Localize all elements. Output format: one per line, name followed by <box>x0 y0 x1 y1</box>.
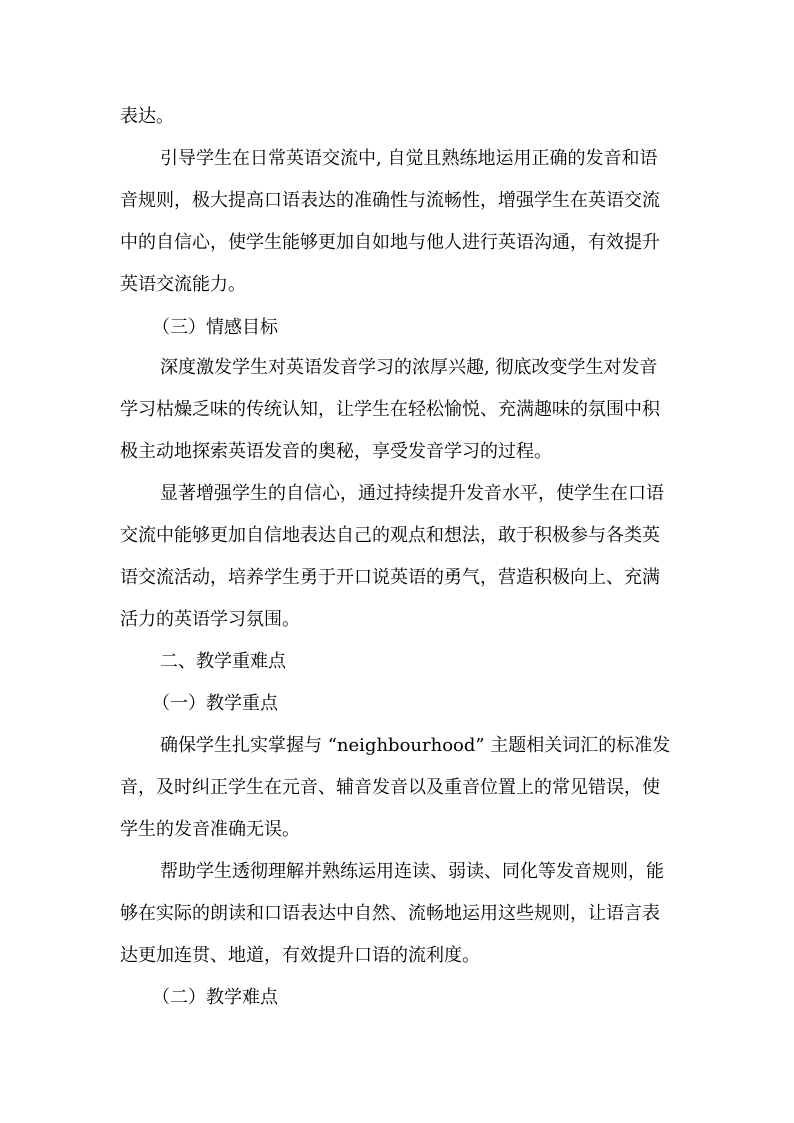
text-line: 极主动地探索英语发音的奥秘，享受发音学习的过程。 <box>120 441 552 462</box>
paragraph-first-line: 引导学生在日常英语交流中, 自觉且熟练地运用正确的发音和语 <box>160 148 658 169</box>
paragraph-first-line: 显著增强学生的自信心，通过持续提升发音水平，使学生在口语 <box>160 483 664 504</box>
text-line: 学习枯燥乏味的传统认知，让学生在轻松愉悦、充满趣味的氛围中积 <box>120 399 660 420</box>
text-line: 中的自信心，使学生能够更加自如地与他人进行英语沟通，有效提升 <box>120 232 660 253</box>
text-line: 音，及时纠正学生在元音、辅音发音以及重音位置上的常见错误，使 <box>120 777 660 798</box>
text-line: 音规则，极大提高口语表达的准确性与流畅性，增强学生在英语交流 <box>120 190 660 211</box>
subsection-heading: （一）教学重点 <box>152 693 278 714</box>
text-line: 英语交流能力。 <box>120 274 246 295</box>
paragraph-first-line: 深度激发学生对英语发音学习的浓厚兴趣, 彻底改变学生对发音 <box>160 357 658 378</box>
paragraph-first-line: 确保学生扎实掌握与 “neighbourhood” 主题相关词汇的标准发 <box>160 735 671 756</box>
text-line: 交流中能够更加自信地表达自己的观点和想法，敢于积极参与各类英 <box>120 525 660 546</box>
text-line: 活力的英语学习氛围。 <box>120 609 300 630</box>
subsection-heading: （三）情感目标 <box>152 317 278 338</box>
section-heading: 二、教学重难点 <box>160 651 286 672</box>
text-line: 语交流活动，培养学生勇于开口说英语的勇气，营造积极向上、充满 <box>120 567 660 588</box>
paragraph-first-line: 帮助学生透彻理解并熟练运用连读、弱读、同化等发音规则，能 <box>160 861 664 882</box>
subsection-heading: （二）教学难点 <box>152 987 278 1008</box>
text-line: 达更加连贯、地道，有效提升口语的流利度。 <box>120 945 480 966</box>
text-line: 表达。 <box>120 106 174 127</box>
text-line: 够在实际的朗读和口语表达中自然、流畅地运用这些规则，让语言表 <box>120 903 660 924</box>
text-line: 学生的发音准确无误。 <box>120 819 300 840</box>
